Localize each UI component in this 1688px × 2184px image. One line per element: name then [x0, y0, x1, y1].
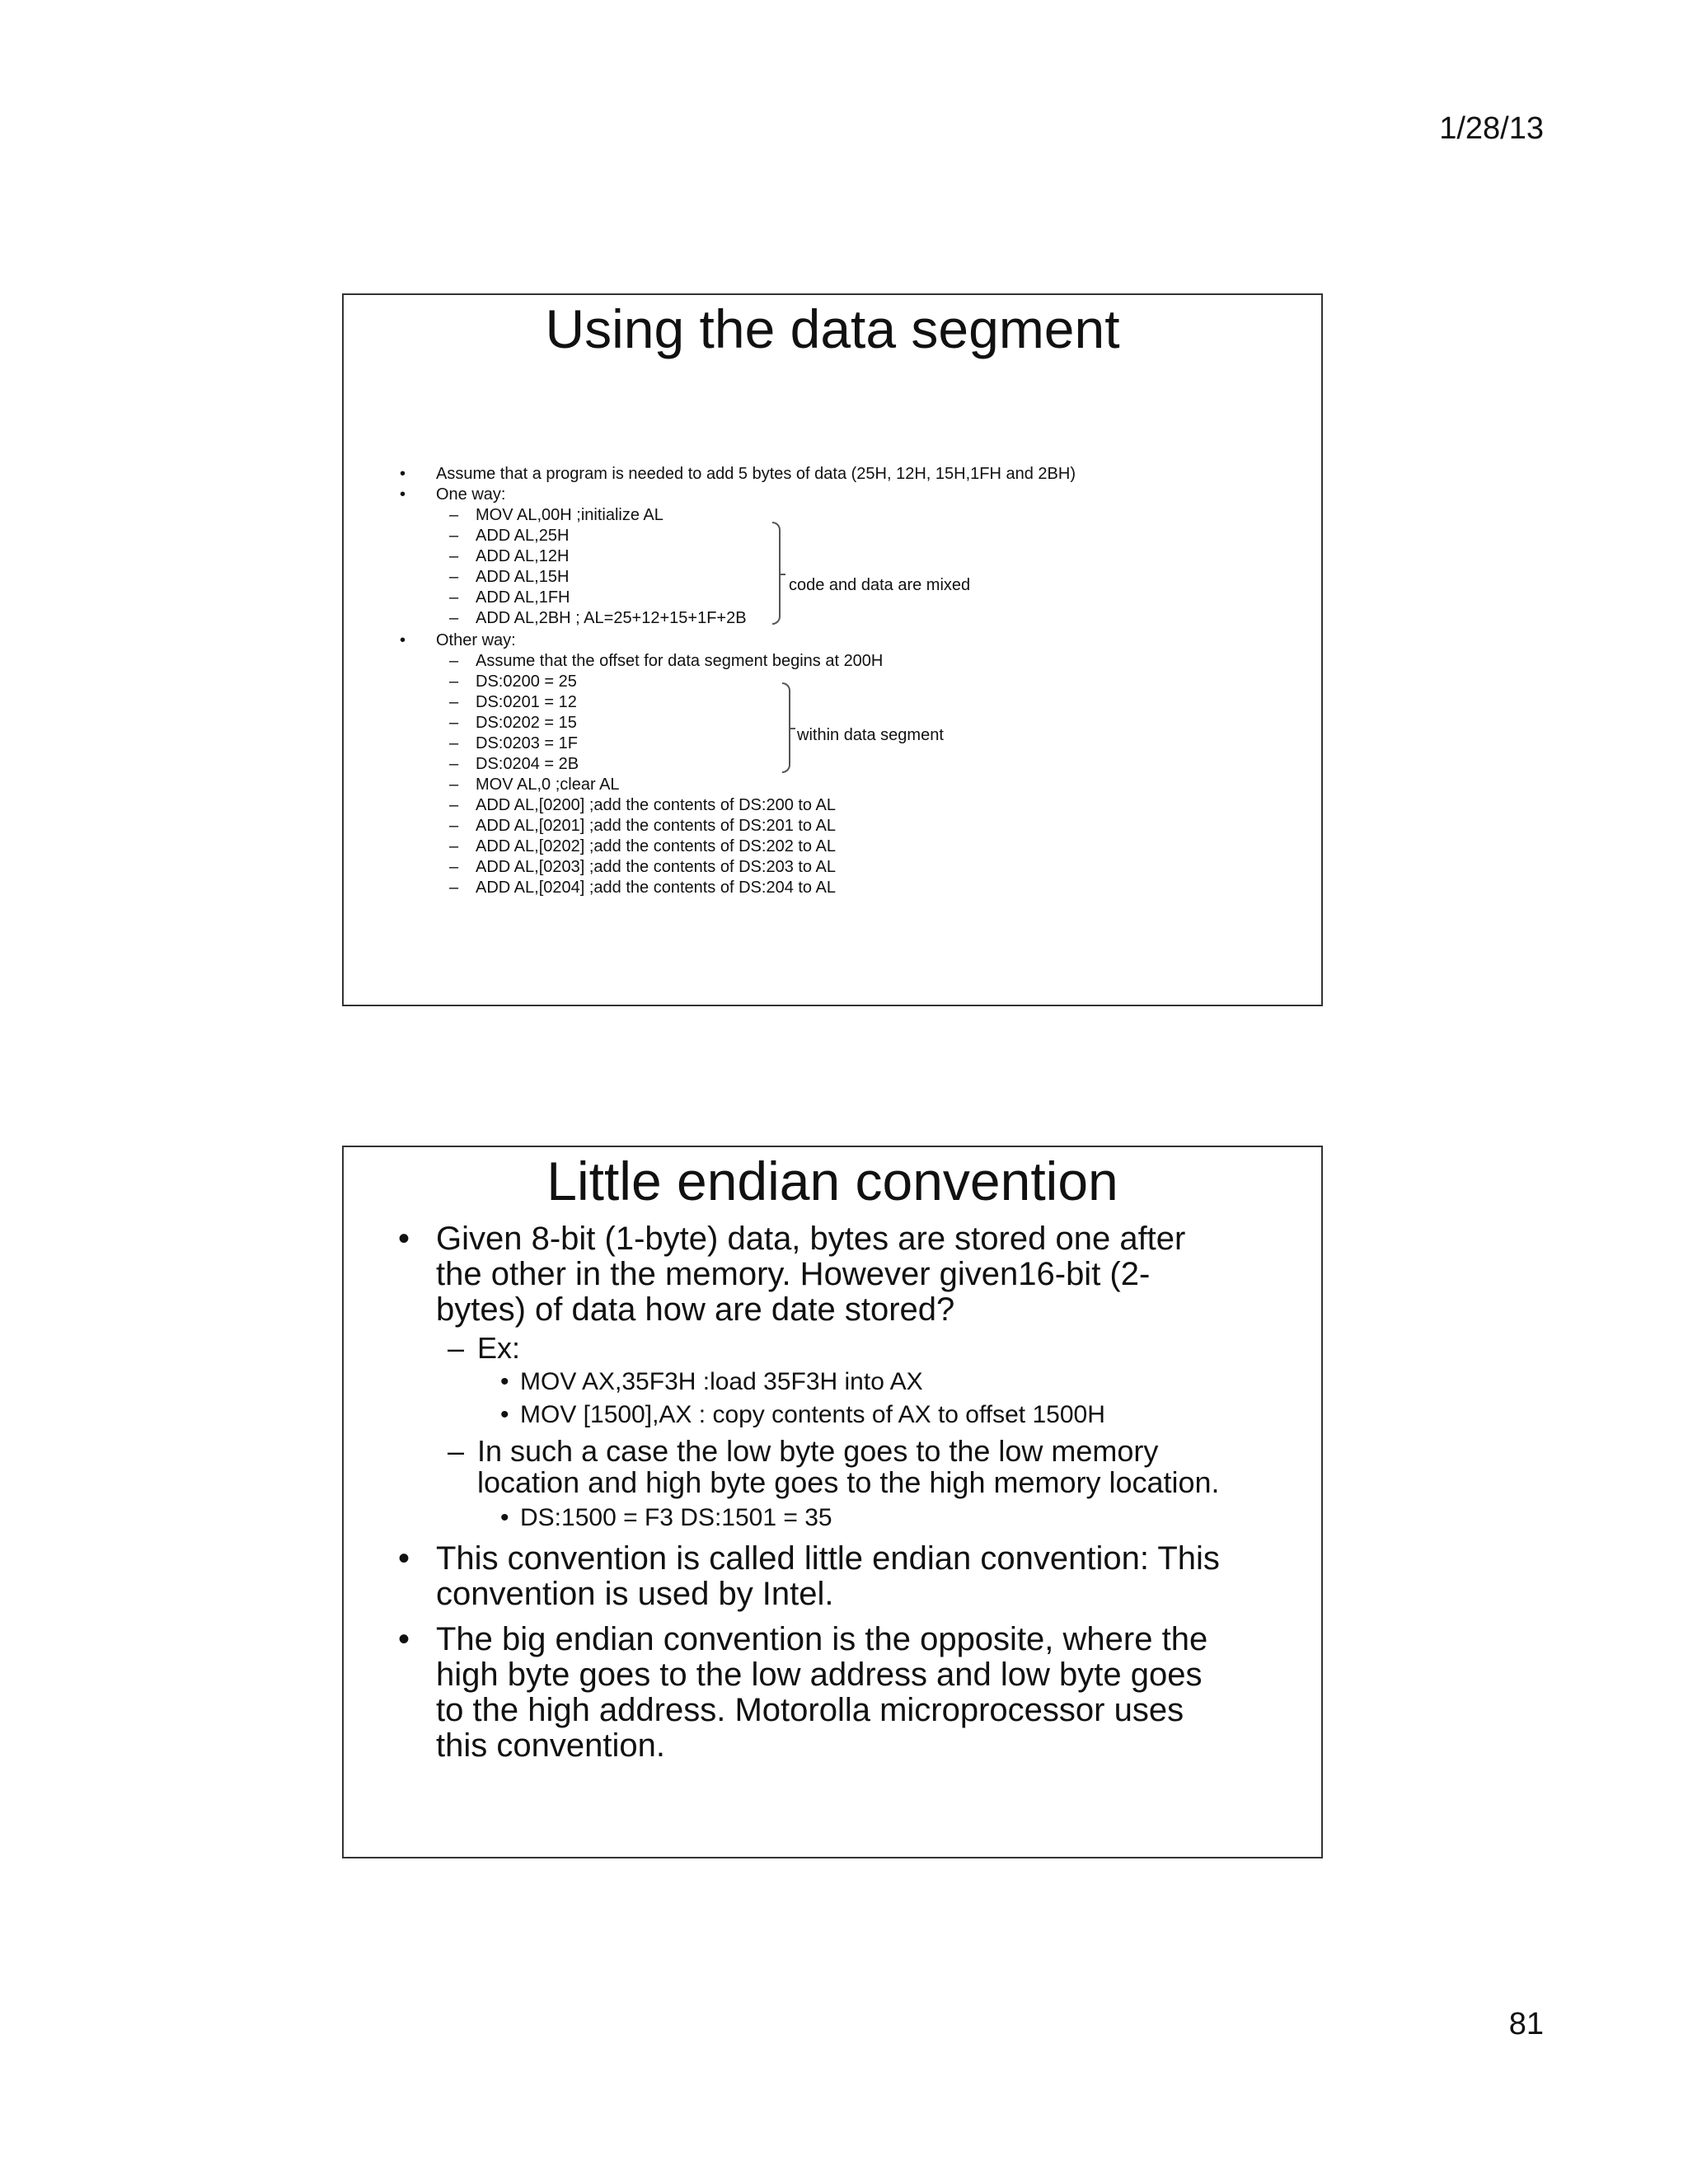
ex-label: Ex:: [477, 1331, 521, 1365]
other-way-item: ADD AL,[0200] ;add the contents of DS:200 to AL: [476, 796, 836, 814]
other-way-item: DS:0201 = 12: [476, 693, 577, 711]
ex-item: MOV [1500],AX : copy contents of AX to offset 1500H: [520, 1401, 1105, 1428]
other-way-label: Other way:: [436, 631, 516, 649]
bullet-marker: •: [398, 1621, 410, 1657]
other-way-item: DS:0204 = 2B: [476, 755, 579, 773]
brace-note-mixed: code and data are mixed: [789, 576, 971, 594]
dash-marker: –: [448, 1331, 465, 1365]
bullet1-line: bytes) of data how are date stored?: [436, 1291, 955, 1328]
dash-marker: –: [449, 879, 459, 897]
brace-note-within: within data segment: [797, 726, 944, 744]
dash-marker: –: [448, 1434, 465, 1468]
page-number: 81: [1508, 2007, 1544, 2041]
other-way-item: DS:0200 = 25: [476, 673, 577, 691]
ex-item: MOV AX,35F3H :load 35F3H into AX: [520, 1368, 923, 1395]
bullet1-line: the other in the memory. However given16-bit (2-: [436, 1256, 1151, 1292]
one-way-item: ADD AL,12H: [476, 547, 570, 565]
case-line: In such a case the low byte goes to the low memory: [477, 1434, 1159, 1468]
dash-marker: –: [449, 817, 459, 835]
other-way-item: ADD AL,[0201] ;add the contents of DS:201 to AL: [476, 817, 836, 835]
bullet-marker: •: [500, 1401, 509, 1428]
one-way-item: ADD AL,1FH: [476, 588, 570, 607]
bullet2-line: This convention is called little endian convention: This: [436, 1540, 1220, 1577]
page-date: 1/28/13: [1439, 111, 1544, 146]
other-way-item: DS:0203 = 1F: [476, 734, 578, 752]
dash-marker: –: [449, 734, 459, 752]
dash-marker: –: [449, 609, 459, 627]
one-way-item: MOV AL,00H ;initialize AL: [476, 506, 663, 524]
bullet-marker: •: [400, 465, 406, 483]
bullet2-line: convention is used by Intel.: [436, 1576, 834, 1612]
other-way-item: ADD AL,[0202] ;add the contents of DS:202 to AL: [476, 837, 836, 855]
dash-marker: –: [449, 588, 459, 607]
one-way-item: ADD AL,25H: [476, 527, 570, 545]
one-way-label: One way:: [436, 485, 506, 504]
dash-marker: –: [449, 755, 459, 773]
other-way-item: ADD AL,[0204] ;add the contents of DS:204 to AL: [476, 879, 836, 897]
dash-marker: –: [449, 547, 459, 565]
bullet1-line: Given 8-bit (1-byte) data, bytes are stored one after: [436, 1221, 1186, 1257]
bullet3-line: high byte goes to the low address and low byte goes: [436, 1657, 1203, 1693]
other-way-item: MOV AL,0 ;clear AL: [476, 776, 620, 794]
bullet3-line: to the high address. Motorolla microprocessor uses: [436, 1692, 1184, 1728]
slide-little-endian: [342, 1146, 1323, 1858]
bullet-marker: •: [500, 1504, 509, 1531]
other-way-item: DS:0202 = 15: [476, 714, 577, 732]
dash-marker: –: [449, 568, 459, 586]
dash-marker: –: [449, 506, 459, 524]
bullet-intro: Assume that a program is needed to add 5 bytes of data (25H, 12H, 15H,1FH and 2BH): [436, 465, 1076, 483]
dash-marker: –: [449, 693, 459, 711]
dash-marker: –: [449, 796, 459, 814]
slide-title: Using the data segment: [545, 298, 1120, 359]
dash-marker: –: [449, 673, 459, 691]
one-way-item: ADD AL,2BH ; AL=25+12+15+1F+2B: [476, 609, 747, 627]
one-way-item: ADD AL,15H: [476, 568, 570, 586]
slide-using-data-segment: [342, 293, 1323, 1006]
brace-other-way: [782, 682, 790, 773]
dash-marker: –: [449, 714, 459, 732]
bullet-marker: •: [398, 1540, 410, 1577]
bullet-marker: •: [400, 485, 406, 504]
dash-marker: –: [449, 858, 459, 876]
bullet-marker: •: [400, 631, 406, 649]
bullet-marker: •: [398, 1221, 410, 1257]
other-way-item: ADD AL,[0203] ;add the contents of DS:203 to AL: [476, 858, 836, 876]
bullet3-line: this convention.: [436, 1727, 665, 1764]
case-item: DS:1500 = F3 DS:1501 = 35: [520, 1504, 832, 1531]
bullet-marker: •: [500, 1368, 509, 1395]
dash-marker: –: [449, 652, 459, 670]
dash-marker: –: [449, 837, 459, 855]
dash-marker: –: [449, 776, 459, 794]
brace-one-way: [772, 522, 781, 625]
slide-title: Little endian convention: [546, 1151, 1118, 1212]
case-line: location and high byte goes to the high memory location.: [477, 1465, 1220, 1499]
dash-marker: –: [449, 527, 459, 545]
bullet3-line: The big endian convention is the opposite, where the: [436, 1621, 1208, 1657]
other-way-item: Assume that the offset for data segment begins at 200H: [476, 652, 884, 670]
